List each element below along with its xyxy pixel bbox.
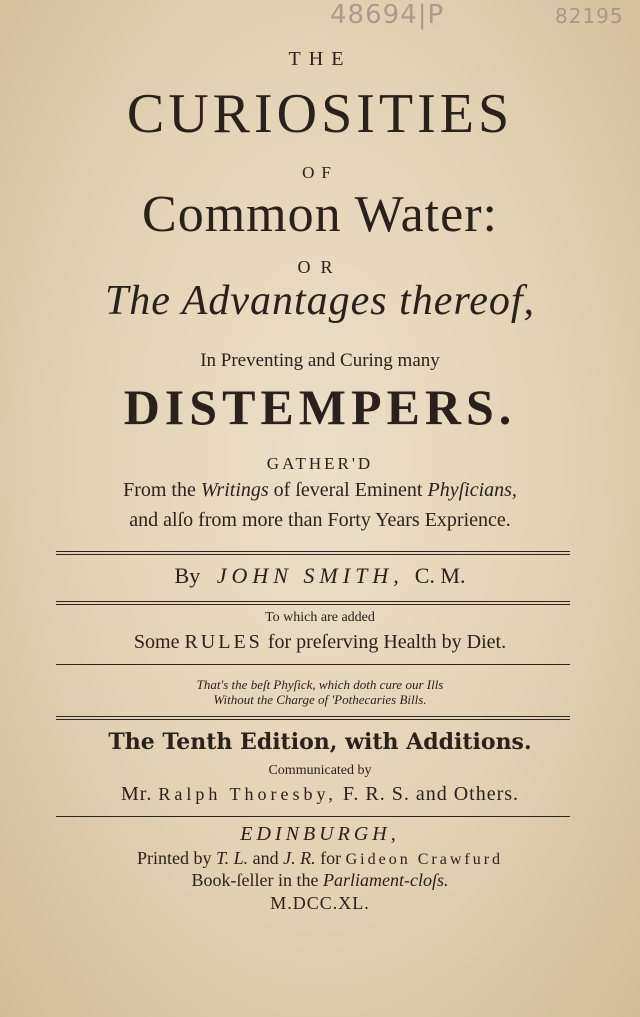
title-common-water: Common Water: [142, 186, 498, 243]
divider-2 [56, 601, 570, 602]
rules-text-a: Some [133, 631, 185, 653]
printer-jr: J. R. [283, 848, 316, 868]
rules-caps: RULES [184, 631, 263, 653]
title-preventing: In Preventing and Curing many [200, 350, 440, 371]
gathered-heading: GATHER'D [266, 454, 374, 473]
title-distempers: DISTEMPERS. [123, 379, 517, 435]
author-by: By [174, 563, 201, 588]
rules-line [0, 631, 640, 654]
edition-label: The Tenth Edition, with Additions. [108, 729, 532, 755]
added-line: To which are added [265, 610, 375, 625]
divider-5 [56, 816, 570, 817]
imprint-date: M.DCC.XL. [270, 893, 370, 913]
title-of: OF [302, 163, 338, 182]
divider-3 [56, 664, 570, 665]
from-physicians: Phyſicians, [427, 479, 517, 501]
contributor-mr: Mr. [120, 783, 159, 805]
imprint-bookseller-line [0, 870, 640, 891]
title-advantages: The Advantages thereof, [104, 278, 536, 324]
divider-4 [56, 716, 570, 717]
author-name: JOHN SMITH, [216, 563, 404, 588]
bookseller-a: Book-ſeller in the [191, 870, 323, 890]
publisher-name: Gideon Crawfurd [345, 851, 504, 868]
contributor-name: Ralph Thoresby, [158, 784, 337, 804]
gathered-also-line: and alſo from more than Forty Years Exprience. [129, 509, 511, 531]
pencil-number: 82195 [555, 4, 624, 28]
printed-a: Printed by [136, 848, 216, 868]
author-degree: C. M. [414, 563, 466, 588]
gathered-from-line [0, 479, 640, 502]
printed-and: and [248, 848, 284, 868]
divider-1 [56, 551, 570, 552]
bookseller-place: Parliament-cloſs. [322, 870, 449, 890]
pencil-shelfmark: 48694|P [330, 0, 445, 30]
contributor-frs: F. R. S. and Others. [336, 783, 520, 805]
from-text-a: From the [123, 479, 201, 501]
contributor-line [0, 783, 640, 806]
communicated-by: Communicated by [268, 763, 372, 778]
author-line [0, 563, 640, 589]
imprint-city: EDINBURGH, [240, 823, 400, 845]
from-text-b: of ſeveral Eminent [268, 479, 428, 501]
printer-tl: T. L. [215, 848, 249, 868]
quote-line-2: Without the Charge of 'Pothecaries Bills. [213, 692, 427, 707]
printed-for: for [315, 848, 346, 868]
imprint-printed-line [0, 848, 640, 869]
title-curiosities: CURIOSITIES [126, 83, 514, 145]
from-writings: Writings [200, 479, 269, 501]
rules-text-b: for preſerving Health by Diet. [262, 631, 507, 653]
title-the: THE [288, 48, 352, 70]
title-or: OR [297, 257, 343, 277]
quote-line-1: That's the beſt Phyſick, which doth cure our Ills [196, 677, 444, 692]
